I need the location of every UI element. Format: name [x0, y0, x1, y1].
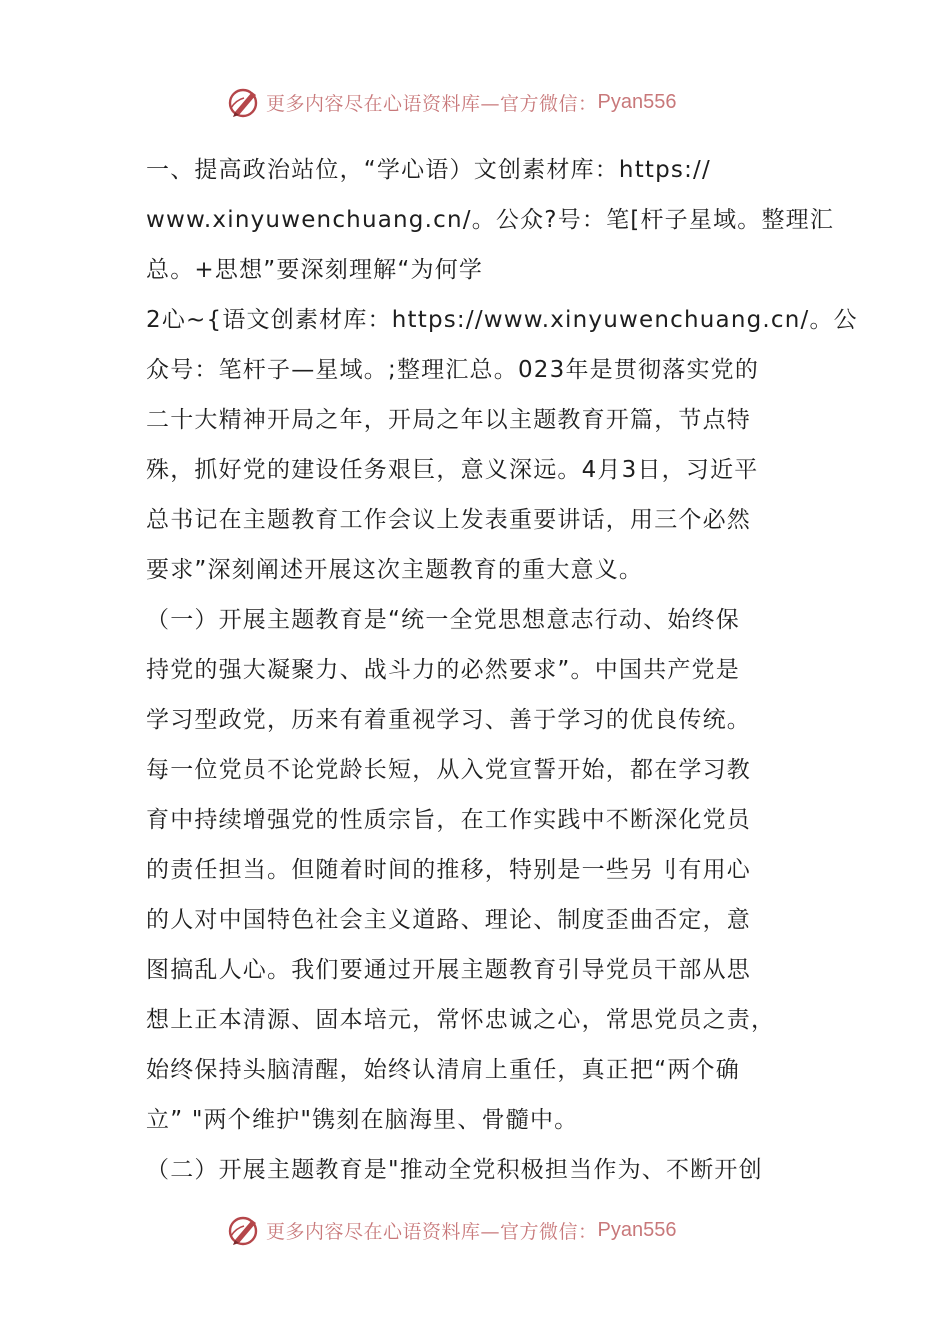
body-text [146, 145, 858, 1195]
text-line: 图搞乱人心。我们要通过开展主题教育引导党员干部从思 [146, 957, 751, 983]
header-banner-handle: Pyan556 [597, 90, 677, 113]
text-line: www.xinyuwenchuang.cn/。公众?号：笔[杆子星域。整理汇 [146, 207, 835, 233]
pen-logo-icon [226, 84, 262, 120]
text-line: 学习型政党，历来有着重视学习、善于学习的优良传统。 [146, 707, 751, 733]
text-line: 要求”深刻阐述开展这次主题教育的重大意义。 [146, 557, 644, 583]
text-line: 殊，抓好党的建设任务艰巨，意义深远。4月3日，习近平 [146, 457, 759, 483]
text-line: 育中持续增强党的性质宗旨，在工作实践中不断深化党员 [146, 807, 751, 833]
text-line: 立” "两个维护"镌刻在脑海里、骨髓中。 [146, 1107, 579, 1133]
text-line: （一）开展主题教育是“统一全党思想意志行动、始终保 [146, 607, 740, 633]
text-line: （二）开展主题教育是"推动全党积极担当作为、不断开创 [146, 1157, 763, 1183]
text-line: 2心~{语文创素材库：https://www.xinyuwenchuang.cn/。公 [146, 307, 858, 333]
header-banner-text: 更多内容尽在心语资料库—官方微信： [266, 92, 598, 115]
text-line: 想上正本清源、固本培元，常怀忠诚之心，常思党员之责， [146, 1007, 776, 1033]
text-line: 总书记在主题教育工作会议上发表重要讲话，用三个必然 [146, 507, 751, 533]
footer-banner-handle: Pyan556 [597, 1218, 677, 1241]
text-line: 的人对中国特色社会主义道路、理论、制度歪曲否定，意 [146, 907, 751, 933]
text-line: 总。+思想”要深刻理解“为何学 [146, 257, 484, 283]
text-line: 众号：笔杆子—星域。;整理汇总。023年是贯彻落实党的 [146, 357, 760, 383]
text-line: 的责任担当。但随着时间的推移，特别是一些另刂有用心 [146, 857, 751, 883]
footer-banner-text: 更多内容尽在心语资料库—官方微信： [266, 1220, 598, 1243]
text-line: 持党的强大凝聚力、战斗力的必然要求”。中国共产党是 [146, 657, 740, 683]
header-banner [226, 80, 746, 124]
pen-logo-icon [226, 1212, 262, 1248]
text-line: 每一位党员不论党龄长短，从入党宣誓开始，都在学习教 [146, 757, 751, 783]
text-line: 二十大精神开局之年，开局之年以主题教育开篇，节点特 [146, 407, 751, 433]
footer-banner [226, 1208, 746, 1252]
text-line: 一、提高政治站位，“学心语）文创素材库：https:// [146, 157, 711, 183]
text-line: 始终保持头脑清醒，始终认清肩上重任，真正把“两个确 [146, 1057, 740, 1083]
